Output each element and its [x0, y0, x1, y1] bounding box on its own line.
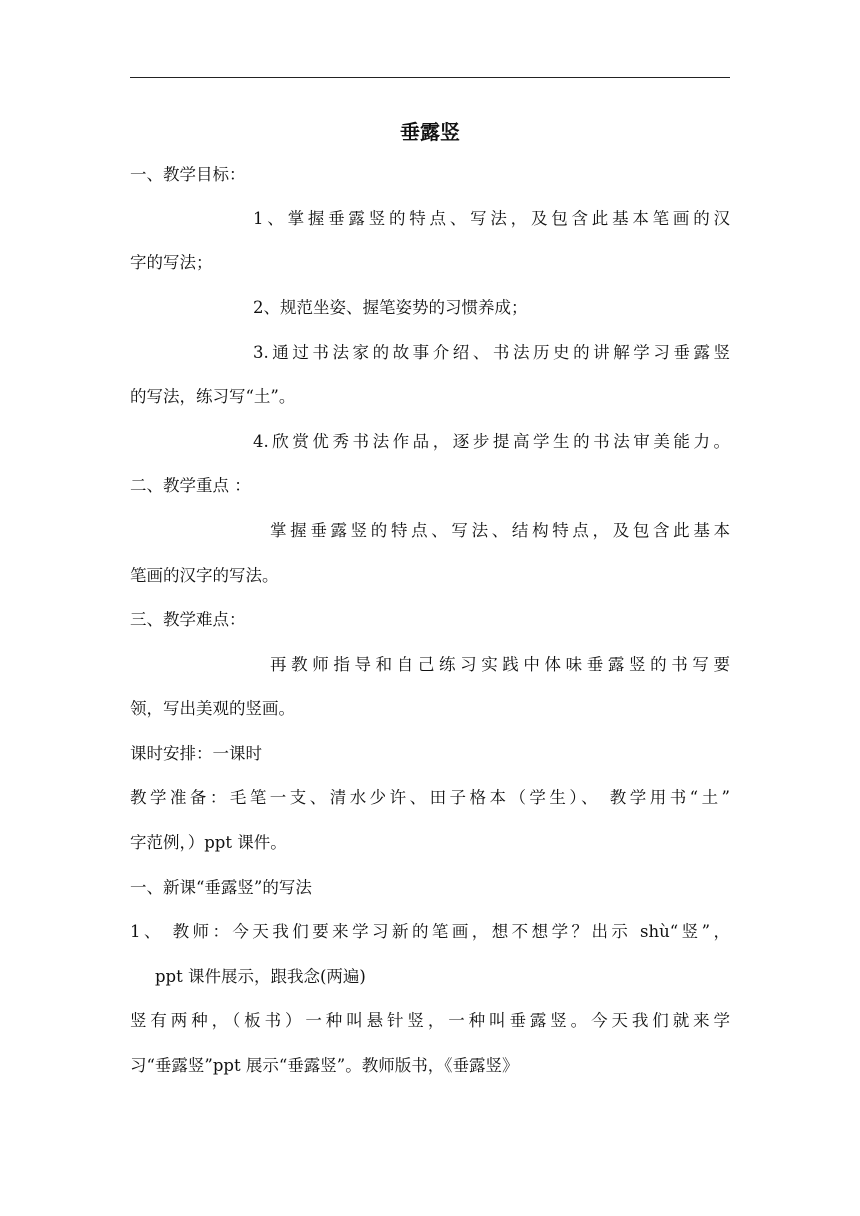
- paragraph-line: 的写法，练习写“土”。: [130, 387, 296, 406]
- section-heading-key-points: 二、教学重点 ：: [130, 476, 251, 495]
- paragraph-line: 字范例，）ppt 课件。: [130, 833, 287, 852]
- paragraph-line: 字的写法；: [130, 253, 213, 272]
- numbered-item-1: 1、 教师：今天我们要来学习新的笔画，想不想学？出示 shù“竖”，: [130, 922, 730, 941]
- paragraph-line: ppt 课件展示，跟我念(两遍): [155, 967, 366, 986]
- schedule-line: 课时安排：一课时: [130, 744, 262, 763]
- paragraph-line: 竖有两种，（板书）一种叫悬针竖，一种叫垂露竖。今天我们就来学: [130, 1011, 730, 1030]
- paragraph-line: 3.通过书法家的故事介绍、书法历史的讲解学习垂露竖: [253, 343, 730, 362]
- section-heading-new-lesson: 一、新课“垂露竖”的写法: [130, 878, 312, 897]
- section-heading-difficulties: 三、教学难点：: [130, 610, 246, 629]
- paragraph-line: 习“垂露竖”ppt 展示“垂露竖”。教师版书，《垂露竖》: [130, 1056, 519, 1075]
- paragraph-line: 笔画的汉字的写法。: [130, 566, 279, 585]
- paragraph-line: 1、掌握垂露竖的特点、写法，及包含此基本笔画的汉: [253, 209, 730, 228]
- section-heading-objectives: 一、教学目标：: [130, 165, 246, 184]
- paragraph-line: 2、规范坐姿、握笔姿势的习惯养成；: [253, 298, 528, 317]
- paragraph-line: 掌握垂露竖的特点、写法、结构特点，及包含此基本: [270, 521, 730, 540]
- document-title: 垂露竖: [400, 120, 460, 144]
- paragraph-line: 领，写出美观的竖画。: [130, 699, 295, 718]
- paragraph-line: 再教师指导和自己练习实践中体味垂露竖的书写要: [270, 655, 730, 674]
- paragraph-line: 4.欣赏优秀书法作品，逐步提高学生的书法审美能力。: [253, 432, 730, 451]
- preparation-line: 教学准备：毛笔一支、清水少许、田子格本（学生）、 教学用书“土”: [130, 788, 730, 807]
- header-rule: [130, 77, 730, 78]
